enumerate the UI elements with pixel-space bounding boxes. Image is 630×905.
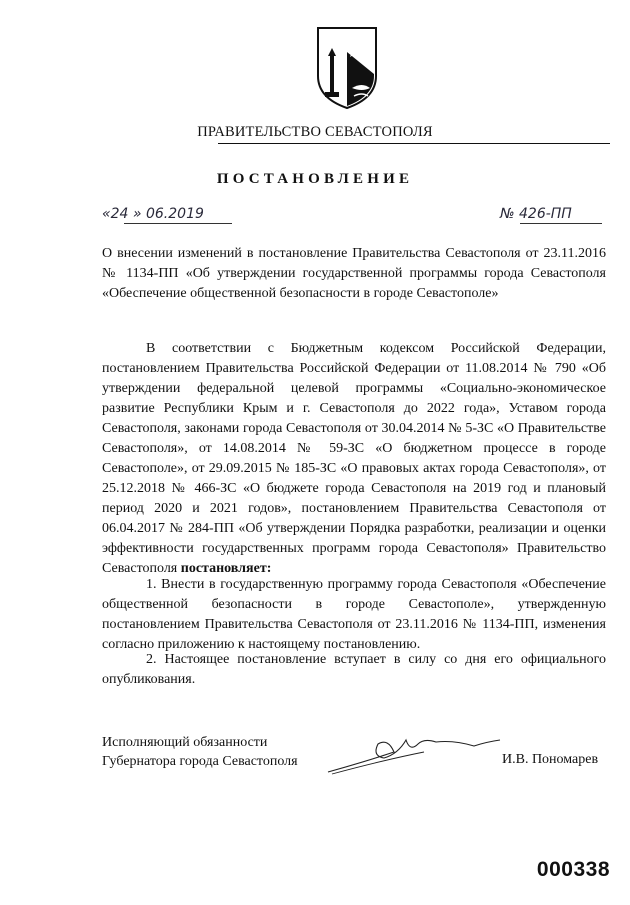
document-serial-number: 000338 bbox=[536, 858, 610, 881]
preamble-text: В соответствии с Бюджетным кодексом Российской Федерации, постановлением Правительства Российской Федерации от 11.08.2014 № 790 «Об утверждении федеральной целевой программы «Социально-экономическое развитие Республики Крым и г. Севастополя до 2022 года», Уставом города Севастополя, законами города Севастополя от 30.04.2014 № 5-ЗС «О Правительстве Севастополя», от 14.08.2014 № 59-ЗС «О бюджетном процессе в городе Севастополе», от 29.09.2015 № 185-ЗС «О правовых актах города Севастополя», от 25.12.2018 № 466-ЗС «О бюджете города Севастополя на 2019 год и плановый период 2020 и 2021 годов», постановлением Правительства Севастополя от 06.04.2017 № 284-ПП «Об утверждении Порядка разработки, реализации и оценки эффективности государственных программ города Севастополя» Правительство Севастополя bbox=[102, 341, 606, 576]
resolves-colon: : bbox=[266, 561, 272, 576]
document-date: «24 » 06.2019 bbox=[102, 206, 204, 222]
signer-title bbox=[102, 733, 298, 771]
document-number: № 426-ПП bbox=[500, 206, 572, 222]
preamble-paragraph bbox=[102, 339, 606, 579]
number-underline bbox=[520, 223, 602, 224]
date-underline bbox=[124, 223, 232, 224]
signer-title-line-2: Губернатора города Севастополя bbox=[102, 754, 298, 769]
document-type-title: ПОСТАНОВЛЕНИЕ bbox=[216, 171, 414, 187]
header-divider bbox=[218, 143, 610, 144]
organization-name: ПРАВИТЕЛЬСТВО СЕВАСТОПОЛЯ bbox=[197, 124, 433, 140]
handwritten-signature bbox=[324, 722, 504, 776]
signer-name: И.В. Пономарев bbox=[502, 752, 599, 767]
subject-paragraph: О внесении изменений в постановление Правительства Севастополя от 23.11.2016 № 1134-ПП «Об утверждении государственной программы города Севастополя «Обеспечение общественной безопасности в городе Севастополе» bbox=[102, 246, 606, 301]
signer-title-line-1: Исполняющий обязанности bbox=[102, 735, 268, 750]
sevastopol-coat-of-arms-icon bbox=[316, 26, 378, 110]
resolves-keyword: постановляет bbox=[180, 561, 267, 576]
resolution-item-2: 2. Настоящее постановление вступает в силу со дня его официального опубликования. bbox=[102, 652, 606, 687]
resolution-item-1: 1. Внести в государственную программу города Севастополя «Обеспечение общественной безопасности в городе Севастополе», утвержденную постановлением Правительства Севастополя от 23.11.2016 № 1134-ПП, изменения согласно приложению к настоящему постановлению. bbox=[102, 577, 606, 652]
